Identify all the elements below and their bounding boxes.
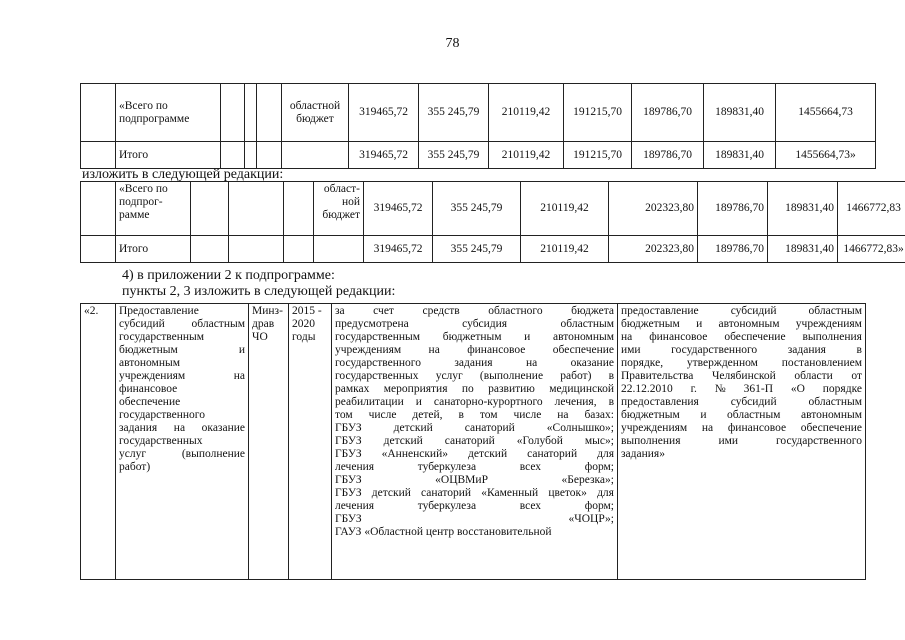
name-line: услуг (выполнение [119, 448, 245, 460]
name-line: автономным [119, 357, 180, 369]
instruction-text: пункты 2, 3 изложить в следующей редакции: [122, 284, 396, 299]
value-cell: 189831,40 [768, 236, 838, 263]
value-cell: 189786,70 [632, 142, 704, 169]
desc-line: том числе детей, в том числе на базах: [335, 409, 614, 421]
period [289, 304, 332, 580]
cell-blank [221, 142, 245, 169]
legal-basis [618, 304, 866, 580]
basis-line: ими государственного задания в [621, 344, 862, 356]
value-cell: 210119,42 [521, 182, 609, 236]
name-line: государственным [119, 331, 205, 343]
page-number: 78 [445, 36, 460, 51]
name-line: обеспечение [119, 396, 181, 408]
cell-blank [81, 142, 116, 169]
desc-line: ГБУЗ детский санаторий «Солнышко»; [335, 422, 614, 434]
instruction-text: 4) в приложении 2 к подпрограмме: [122, 268, 335, 283]
value-cell: 191215,70 [564, 84, 632, 142]
value-cell: 355 245,79 [419, 84, 489, 142]
item-name [116, 304, 249, 580]
value-cell: 189831,40 [704, 84, 776, 142]
cell-blank [191, 236, 229, 263]
desc-line: ГБУЗ детский санаторий «Каменный цветок» для [335, 487, 614, 499]
desc-line: государственных услуг (выполнение работ) в [335, 370, 614, 382]
row-name: «Всего по подпрог- рамме [116, 182, 191, 236]
basis-line: бюджетным и областным автономным [621, 409, 862, 421]
instruction-text: изложить в следующей редакции: [82, 167, 284, 182]
desc-line: ГБУЗ «Анненский» детский санаторий для [335, 448, 614, 460]
exec-line: драв [252, 318, 275, 330]
program-table [80, 303, 866, 580]
desc-line: ГБУЗ «ЧОЦР»; [335, 513, 614, 525]
exec-line: ЧО [252, 331, 268, 343]
row-name: Итого [116, 236, 191, 263]
value-cell: 210119,42 [521, 236, 609, 263]
cell-blank [245, 142, 257, 169]
basis-line: порядке, утвержденном постановлением [621, 357, 862, 369]
value-cell: 189786,70 [698, 236, 768, 263]
desc-line: за счет средств областного бюджета [335, 305, 614, 317]
basis-line: задания» [621, 448, 665, 460]
basis-line: предоставление субсидий областным [621, 305, 862, 317]
desc-line: ГБУЗ детский санаторий «Голубой мыс»; [335, 435, 614, 447]
cell-blank [229, 236, 284, 263]
cell-blank [221, 84, 245, 142]
basis-line: выполнения ими государственного [621, 435, 862, 447]
funding-source: област- ной бюджет [314, 182, 364, 236]
cell-blank [245, 84, 257, 142]
desc-line: лечения туберкулеза всех форм; [335, 461, 614, 473]
value-cell: 355 245,79 [419, 142, 489, 169]
period-line: 2020 [292, 318, 315, 330]
value-cell: 202323,80 [609, 182, 698, 236]
desc-line: ГАУЗ «Областной центр восстановительной [335, 526, 552, 538]
value-cell: 210119,42 [489, 142, 564, 169]
name-line: Предоставление [119, 305, 199, 317]
value-cell: 355 245,79 [433, 236, 521, 263]
budget-table-old [80, 83, 876, 169]
desc-line: реабилитации и санаторно-курортного лечения, в [335, 396, 614, 408]
desc-line: лечения туберкулеза всех форм; [335, 500, 614, 512]
name-line: задания на оказание [119, 422, 245, 434]
value-cell: 189786,70 [632, 84, 704, 142]
desc-line: ГБУЗ «ОЦВМиР «Березка»; [335, 474, 614, 486]
value-cell: 189831,40 [704, 142, 776, 169]
executor [249, 304, 289, 580]
cell-blank [257, 84, 282, 142]
value-cell: 1466772,83 [838, 182, 905, 236]
value-cell: 319465,72 [349, 84, 419, 142]
period-line: годы [292, 331, 316, 343]
basis-line: учреждениям на финансовое обеспечение [621, 422, 862, 434]
desc-line: государственного задания на оказание [335, 357, 614, 369]
value-cell: 1455664,73» [776, 142, 876, 169]
exec-line: Минз- [252, 305, 283, 317]
desc-line: предусмотрена субсидия областным [335, 318, 614, 330]
basis-line: предоставления субсидий областным [621, 396, 862, 408]
value-cell: 355 245,79 [433, 182, 521, 236]
budget-table-new [80, 181, 905, 263]
row-name: Итого [116, 142, 221, 169]
funding-source: областной бюджет [282, 84, 349, 142]
cell-blank [257, 142, 282, 169]
cell-blank [191, 182, 229, 236]
basis-line: бюджетным и автономным учреждениям [621, 318, 862, 330]
cell-blank [81, 84, 116, 142]
value-cell: 1466772,83» [838, 236, 905, 263]
cell-blank [229, 182, 284, 236]
value-cell: 191215,70 [564, 142, 632, 169]
item-description [332, 304, 618, 580]
name-line: государственных [119, 435, 203, 447]
cell-blank [284, 236, 314, 263]
name-line: учреждениям на [119, 370, 245, 382]
name-line: субсидий областным [119, 318, 245, 330]
cell-blank [81, 236, 116, 263]
desc-line: учреждениям на финансовое обеспечение [335, 344, 614, 356]
desc-line: рамках мероприятия по развитию медицинской [335, 383, 614, 395]
basis-line: 22.12.2010 г. № 361-П «О порядке [621, 383, 862, 395]
value-cell: 202323,80 [609, 236, 698, 263]
value-cell: 189831,40 [768, 182, 838, 236]
cell-blank [282, 142, 349, 169]
row-name: «Всего по подпрограмме [116, 84, 221, 142]
value-cell: 189786,70 [698, 182, 768, 236]
value-cell: 1455664,73 [776, 84, 876, 142]
desc-line: государственным бюджетным и автономным [335, 331, 614, 343]
cell-blank [314, 236, 364, 263]
period-line: 2015 - [292, 305, 322, 317]
cell-blank [81, 182, 116, 236]
basis-line: на финансовое обеспечение выполнения [621, 331, 862, 343]
cell-blank [284, 182, 314, 236]
basis-line: Правительства Челябинской области от [621, 370, 862, 382]
value-cell: 319465,72 [364, 182, 433, 236]
value-cell: 319465,72 [349, 142, 419, 169]
name-line: бюджетным и [119, 344, 245, 356]
name-line: финансовое [119, 383, 178, 395]
value-cell: 210119,42 [489, 84, 564, 142]
value-cell: 319465,72 [364, 236, 433, 263]
name-line: государственного [119, 409, 205, 421]
name-line: работ) [119, 461, 151, 473]
item-number: «2. [81, 304, 116, 580]
